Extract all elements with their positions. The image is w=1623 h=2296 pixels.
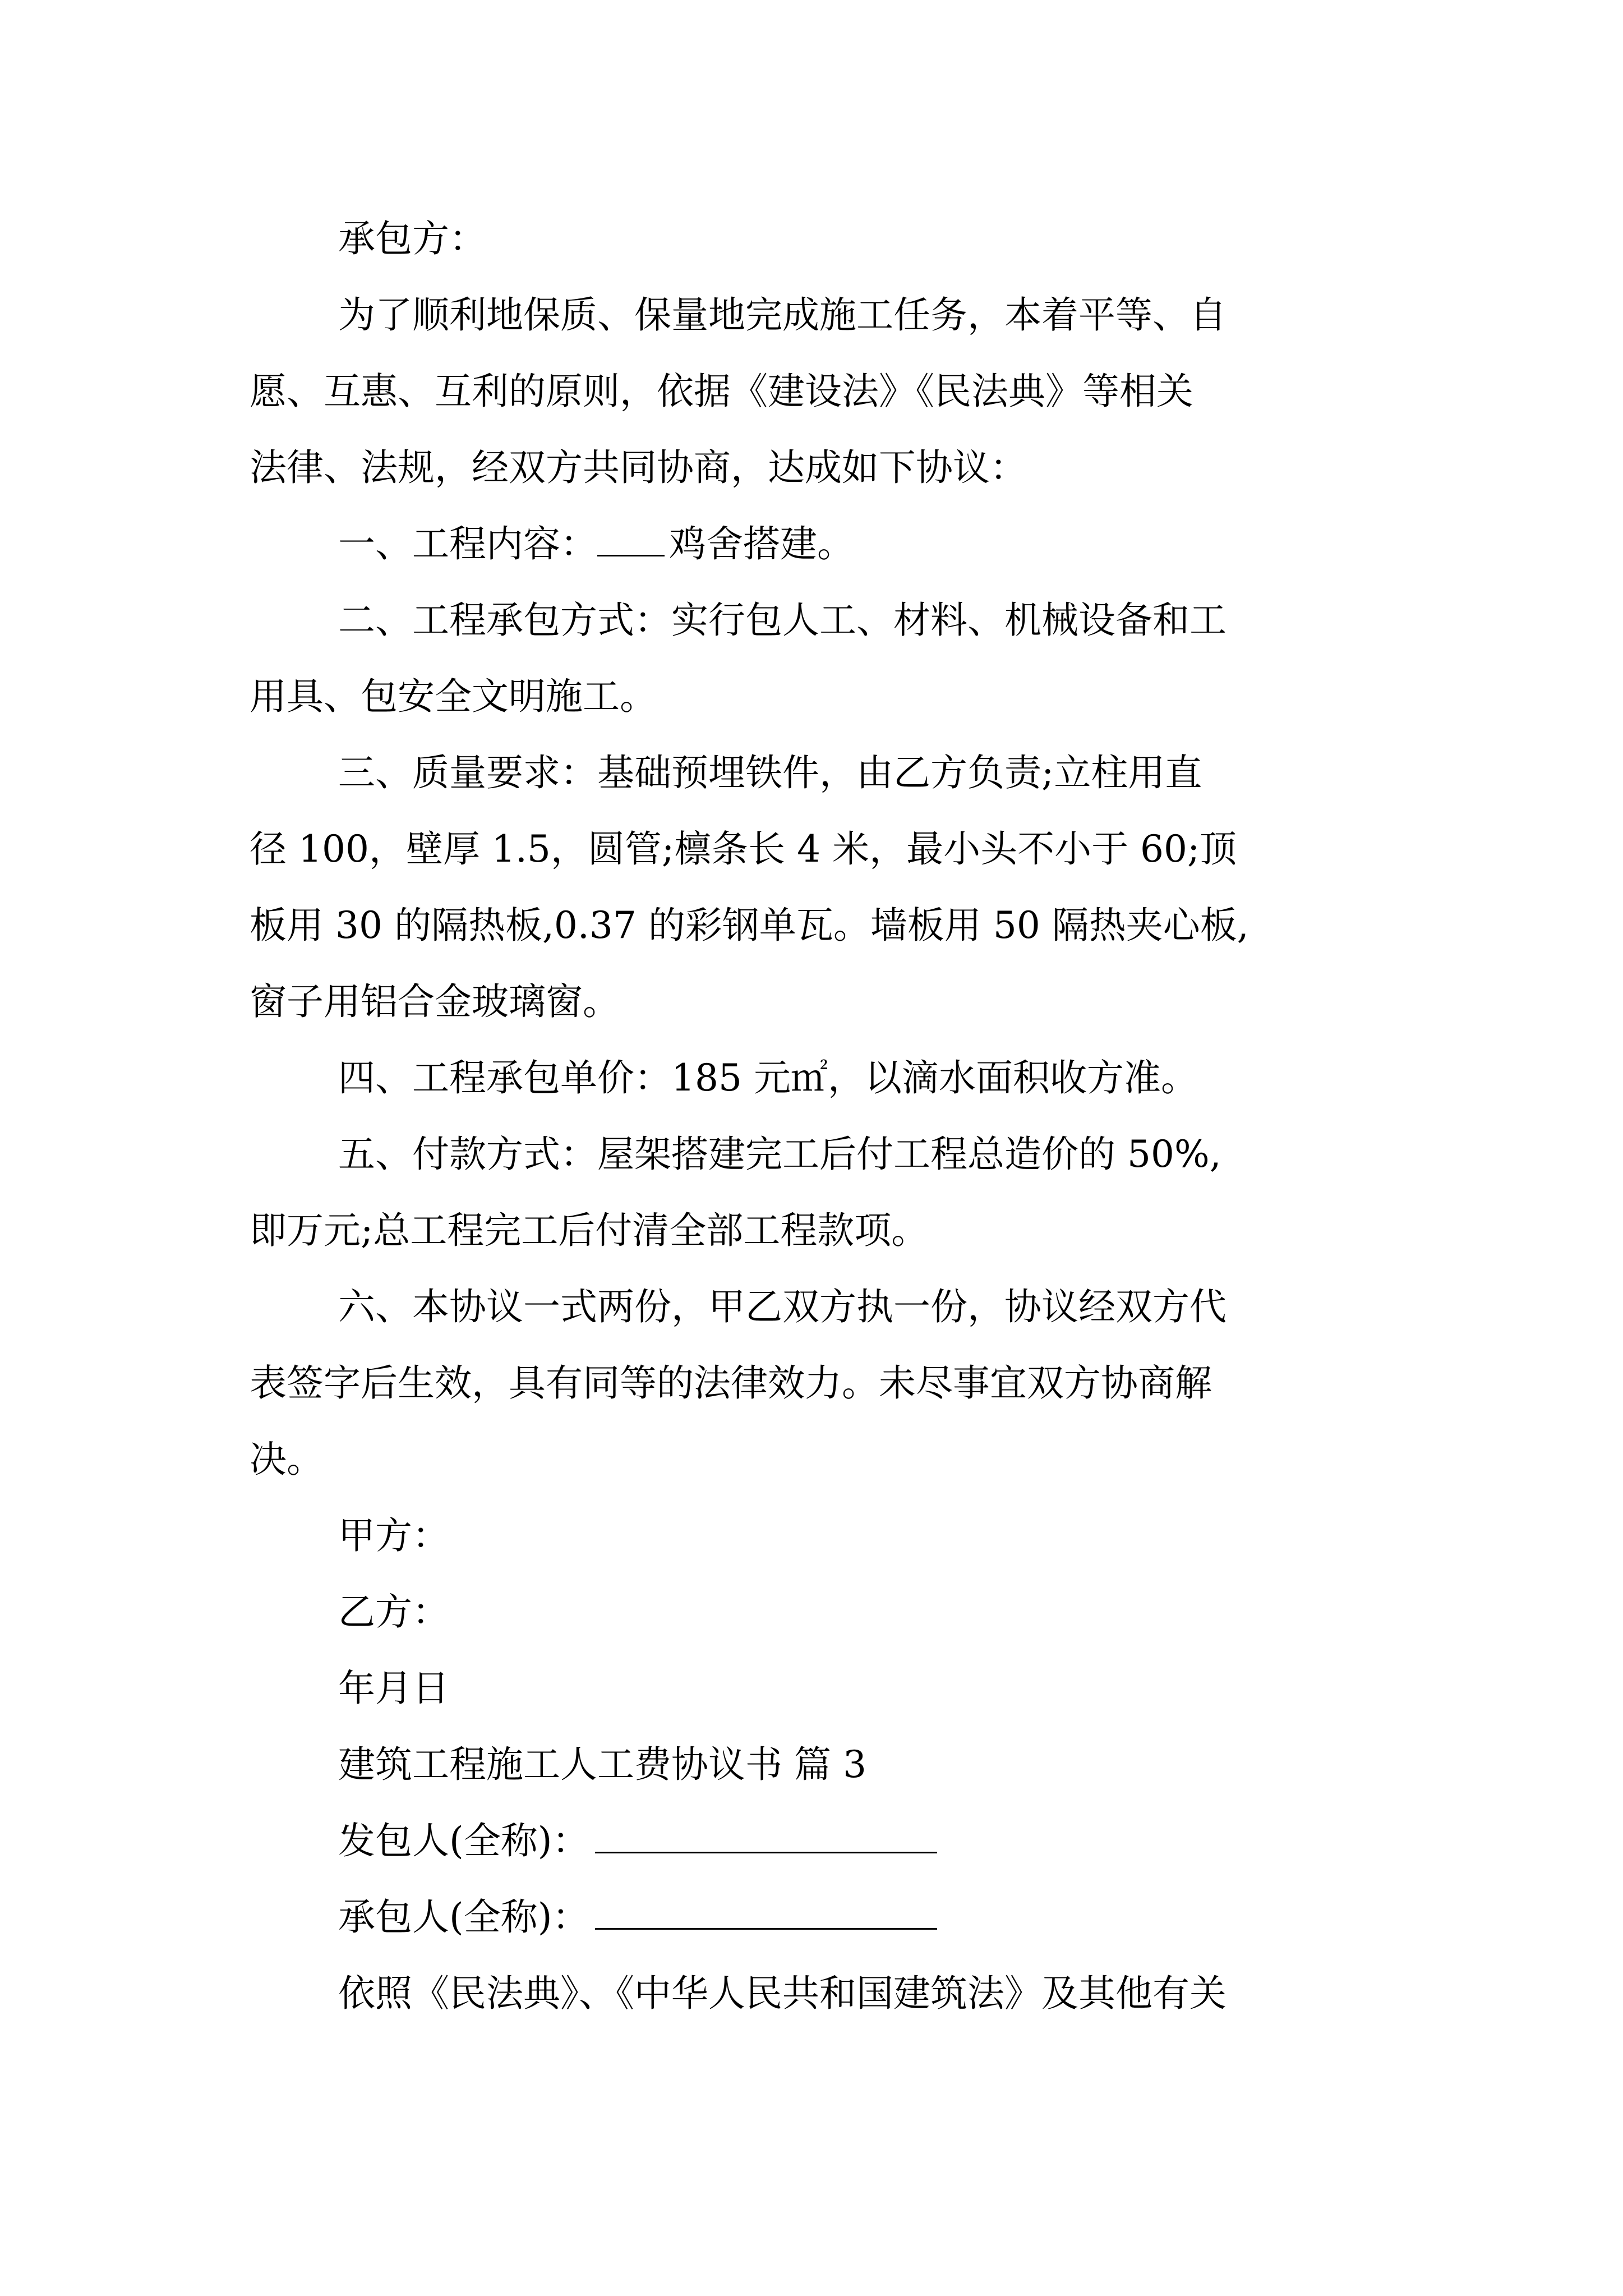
item-2-line-1: 二、工程承包方式：实行包人工、材料、机械设备和工 (338, 599, 1227, 642)
intro-line-1: 为了顺利地保质、保量地完成施工任务，本着平等、自 (338, 293, 1227, 337)
item-1-blank (597, 522, 665, 556)
contractor-label: 承包方： (338, 217, 486, 260)
item-4: 四、工程承包单价：185 元㎡，以滴水面积收方准。 (338, 1056, 1198, 1099)
basis-line: 依照《民法典》、《中华人民共和国建筑法》及其他有关 (338, 1972, 1227, 2015)
item-3-line-4: 窗子用铝合金玻璃窗。 (250, 980, 620, 1023)
party-b-label: 乙方： (338, 1590, 449, 1634)
item-6-line-3: 决。 (250, 1438, 324, 1481)
date-label: 年月日 (338, 1667, 449, 1710)
employer-label: 发包人(全称)： (338, 1819, 589, 1862)
contractor-full-label: 承包人(全称)： (338, 1895, 589, 1939)
item-1 (338, 517, 854, 571)
item-5-line-1: 五、付款方式：屋架搭建完工后付工程总造价的 50%, (338, 1133, 1221, 1176)
intro-line-2: 愿、互惠、互利的原则，依据《建设法》《民法典》等相关 (250, 370, 1193, 413)
contractor-full-row (338, 1890, 937, 1944)
party-a-label: 甲方： (338, 1514, 449, 1557)
item-3-line-3: 板用 30 的隔热板,0.37 的彩钢单瓦。墙板用 50 隔热夹心板, (250, 904, 1249, 947)
item-2-line-2: 用具、包安全文明施工。 (250, 675, 657, 718)
item-1-prefix: 一、工程内容： (338, 522, 597, 565)
intro-line-3: 法律、法规，经双方共同协商，达成如下协议： (250, 446, 1027, 489)
employer-row (338, 1814, 937, 1868)
item-1-suffix: 鸡舍搭建。 (669, 522, 854, 565)
item-6-line-2: 表签字后生效，具有同等的法律效力。未尽事宜双方协商解 (250, 1361, 1212, 1405)
item-6-line-1: 六、本协议一式两份，甲乙双方执一份，协议经双方代 (338, 1285, 1227, 1328)
employer-blank (595, 1819, 937, 1853)
item-5-line-2: 即万元;总工程完工后付清全部工程款项。 (250, 1209, 929, 1252)
item-3-line-1: 三、质量要求：基础预埋铁件，由乙方负责;立柱用直 (338, 751, 1202, 794)
section-title: 建筑工程施工人工费协议书 篇 3 (338, 1743, 866, 1786)
contractor-full-blank (595, 1895, 937, 1930)
item-3-line-2: 径 100，壁厚 1.5，圆管;檩条长 4 米，最小头不小于 60;顶 (250, 827, 1237, 871)
